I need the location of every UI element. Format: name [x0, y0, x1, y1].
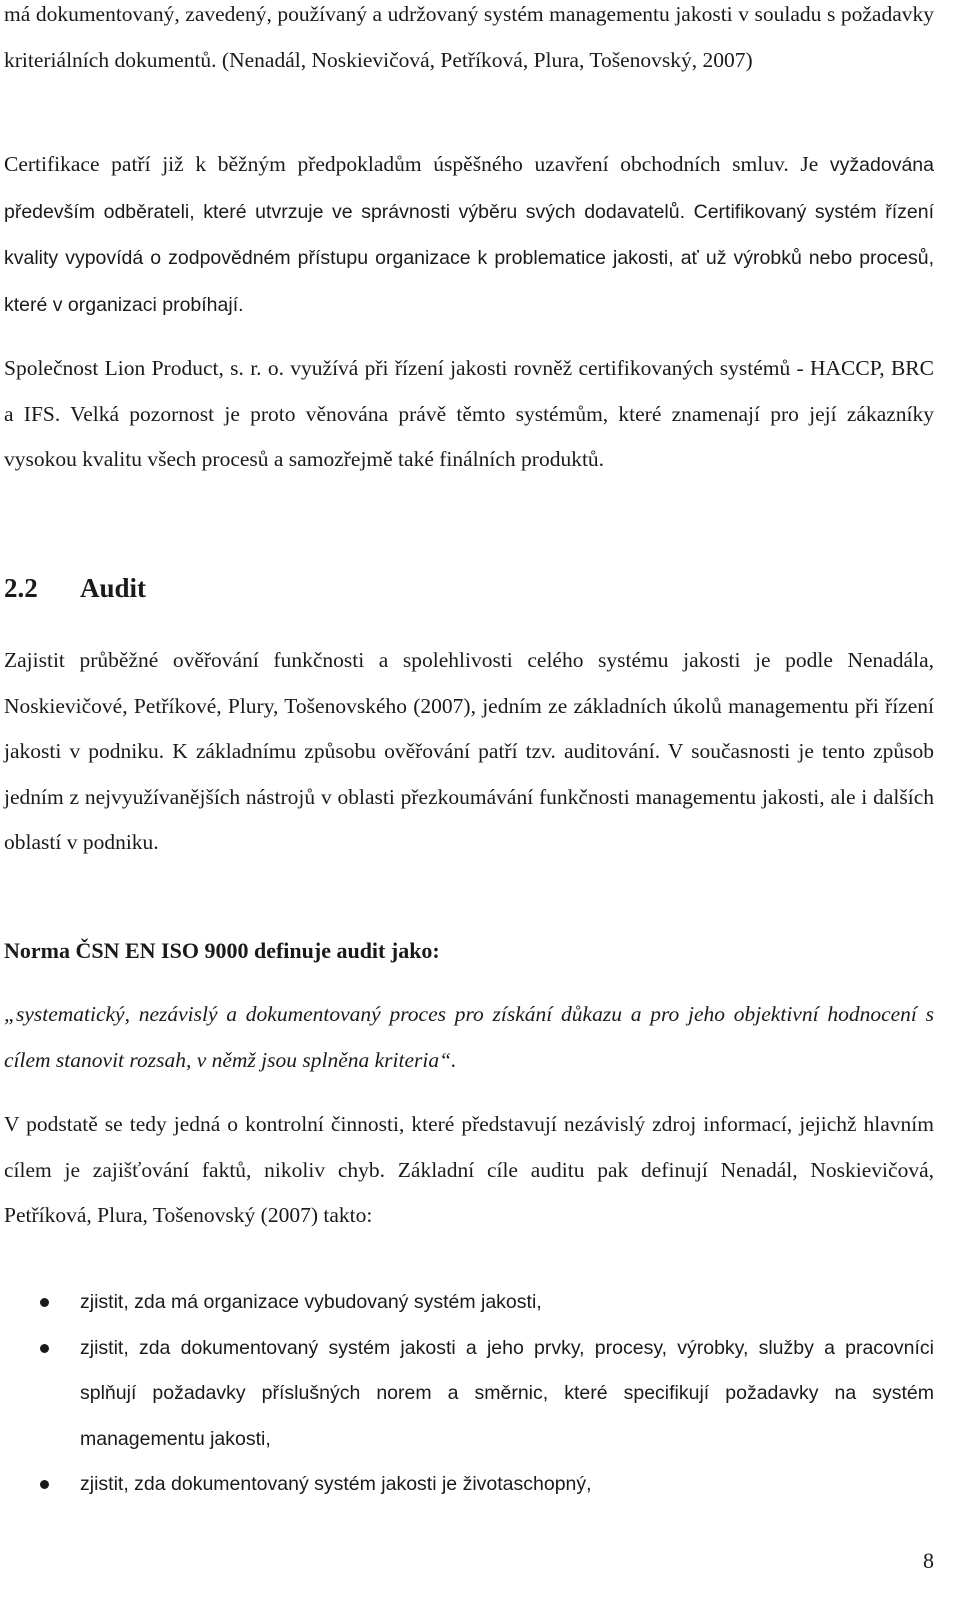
- bullet-icon: [40, 1480, 49, 1489]
- bullet-icon: [40, 1344, 49, 1353]
- paragraph-lion-product: Společnost Lion Product, s. r. o. využívá při řízení jakosti rovněž certifikovaných systémů - HACCP, BRC a IFS. Velká pozornost je proto věnována právě těmto systémům, které znamenají pro její zákazníky vysokou kvalitu všech procesů a samozřejmě také finálních produktů.: [4, 356, 934, 471]
- paragraph-certification-lead: Certifikace patří již k běžným předpokladům úspěšného uzavření obchodních smluv. Je: [4, 152, 830, 176]
- page-number: 8: [923, 1548, 934, 1573]
- list-item-text: zjistit, zda dokumentovaný systém jakosti je životaschopný,: [80, 1473, 592, 1495]
- definition-quote: „systematický, nezávislý a dokumentovaný proces pro získání důkazu a pro jeho objektivní hodnocení s cílem stanovit rozsah, v němž jsou splněna kriteria“.: [4, 1002, 934, 1072]
- list-item-text: zjistit, zda má organizace vybudovaný systém jakosti,: [80, 1291, 542, 1313]
- paragraph-audit-intro: Zajistit průběžné ověřování funkčnosti a spolehlivosti celého systému jakosti je podle Nenadála, Noskievičové, Petříkové, Plury, Tošenovského (2007), jedním ze základních úkolů managementu při řízení jakosti v podniku. K základnímu způsobu ověřování patří tzv. auditování. V současnosti je tento způsob jedním z nejvyužívanějších nástrojů v oblasti přezkoumávání funkčnosti managementu jakosti, ale i dalších oblastí v podniku.: [4, 648, 934, 854]
- list-item: [0, 1280, 934, 1326]
- paragraph-audit-goals: V podstatě se tedy jedná o kontrolní činnosti, které představují nezávislý zdroj informací, jejichž hlavním cílem je zajišťování faktů, nikoliv chyb. Základní cíle auditu pak definují Nenadál, Noskievičová, Petříková, Plura, Tošenovský (2007) takto:: [4, 1112, 934, 1227]
- list-item: [0, 1462, 934, 1508]
- paragraph-certification: [4, 142, 934, 328]
- section-number: 2.2: [4, 573, 38, 603]
- paragraph-intro: má dokumentovaný, zavedený, používaný a udržovaný systém managementu jakosti v souladu s požadavky kriteriálních dokumentů. (Nenadál, Noskievičová, Petříková, Plura, Tošenovský, 2007): [4, 2, 934, 72]
- bullet-icon: [40, 1298, 49, 1307]
- section-title: Audit: [80, 573, 147, 603]
- paragraph-certification-body: vyžadována především odběrateli, které utvrzuje ve správnosti výběru svých dodavatelů. Certifikovaný systém řízení kvality vypovídá o zodpovědném přístupu organizace k problematice jakosti, ať už výrobků nebo procesů, které v organizaci probíhají.: [4, 154, 934, 316]
- section-heading: [4, 566, 146, 611]
- list-item: [0, 1326, 934, 1463]
- audit-goals-list: [0, 1280, 934, 1508]
- list-item-text: zjistit, zda dokumentovaný systém jakosti a jeho prvky, procesy, výrobky, služby a pracovníci splňují požadavky příslušných norem a směrnic, které specifikují požadavky na systém managementu jakosti,: [80, 1336, 934, 1450]
- definition-heading: Norma ČSN EN ISO 9000 definuje audit jako:: [4, 938, 440, 963]
